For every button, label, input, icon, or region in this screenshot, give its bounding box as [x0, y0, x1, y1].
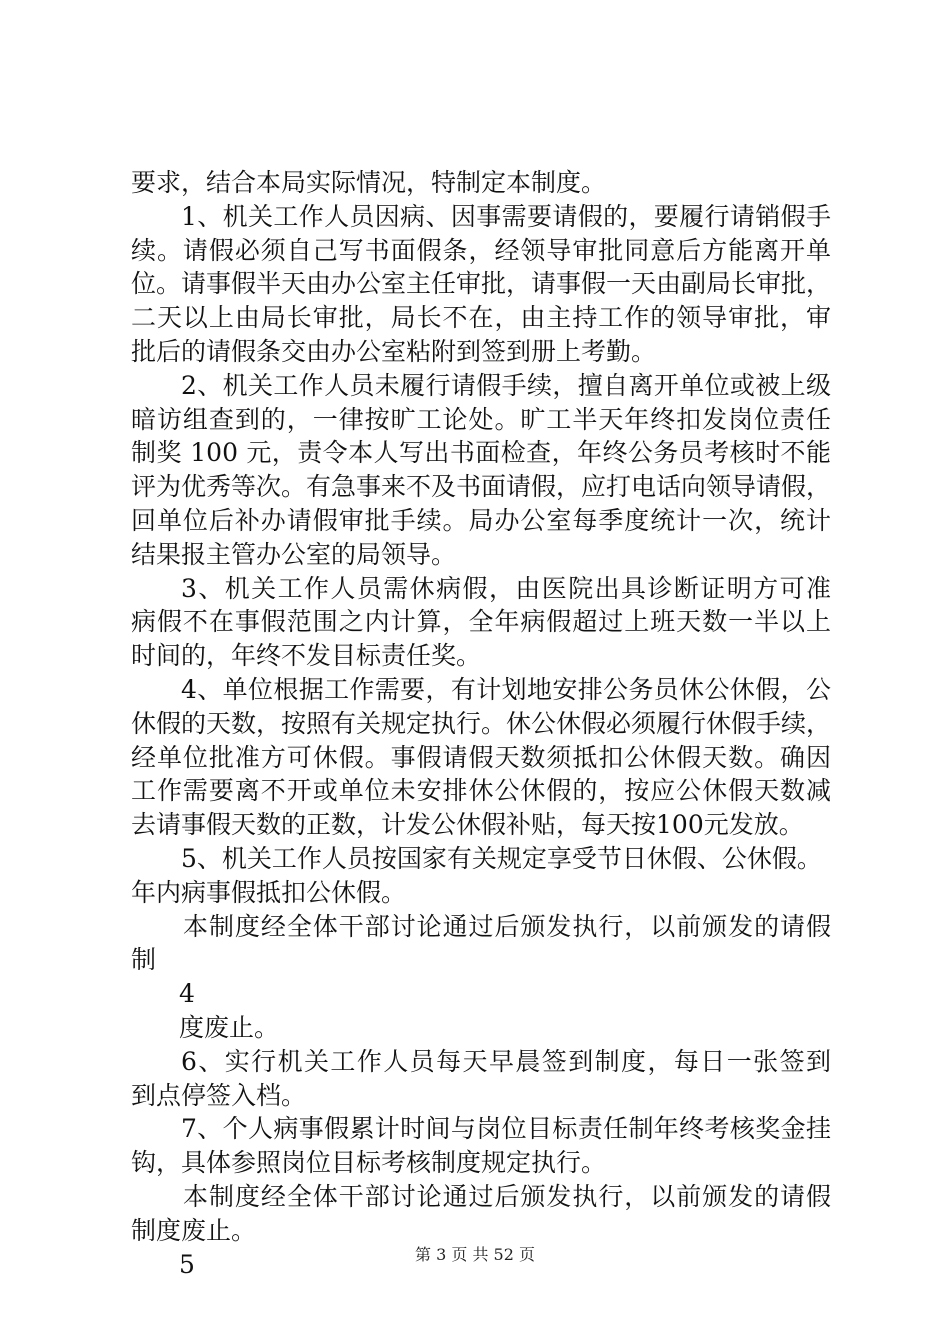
- paragraph-3-line: 病假不在事假范围之内计算，全年病假超过上班天数一半以上: [131, 607, 831, 637]
- paragraph-5-line: 5、机关工作人员按国家有关规定享受节日休假、公休假。: [181, 843, 822, 873]
- paragraph-5-line: 年内病事假抵扣公休假。: [131, 877, 407, 907]
- closing-paragraph-line: 本制度经全体干部讨论通过后颁发执行，以前颁发的请假: [183, 911, 831, 941]
- paragraph-6-line: 6、实行机关工作人员每天早晨签到制度，每日一张签到: [181, 1046, 831, 1076]
- paragraph-1-line: 续。请假必须自己写书面假条，经领导审批同意后方能离开单: [131, 235, 831, 265]
- document-body: [131, 166, 831, 1281]
- paragraph-6-line: 到点停签入档。: [131, 1080, 307, 1110]
- paragraph-2-line: 回单位后补办请假审批手续。局办公室每季度统计一次，统计: [131, 505, 831, 535]
- closing-paragraph-line: 制度废止。: [131, 1215, 257, 1245]
- page-footer: 第 3 页 共 52 页: [415, 1245, 535, 1264]
- paragraph-4-line: 工作需要离不开或单位未安排休公休假的，按应公休假天数减: [131, 776, 831, 806]
- paragraph-4-line: 4、单位根据工作需要，有计划地安排公务员休公休假，公: [181, 674, 831, 704]
- closing-paragraph-line: 度废止。: [179, 1012, 280, 1042]
- paragraph-2-line: 2、机关工作人员未履行请假手续，擅自离开单位或被上级: [181, 370, 831, 400]
- paragraph-7-line: 7、个人病事假累计时间与岗位目标责任制年终考核奖金挂: [181, 1114, 831, 1144]
- paragraph-2-line: 暗访组查到的，一律按旷工论处。旷工半天年终扣发岗位责任: [131, 404, 831, 434]
- paragraph-4-line: 经单位批准方可休假。事假请假天数须抵扣公休假天数。确因: [131, 742, 831, 772]
- section-number: 5: [179, 1249, 195, 1279]
- closing-paragraph-line: 本制度经全体干部讨论通过后颁发执行，以前颁发的请假: [183, 1181, 831, 1211]
- paragraph-3-line: 时间的，年终不发目标责任奖。: [131, 641, 482, 671]
- text-line: 要求，结合本局实际情况，特制定本制度。: [131, 168, 607, 197]
- paragraph-1-line: 位。请事假半天由办公室主任审批，请事假一天由副局长审批，: [131, 269, 831, 299]
- closing-paragraph-line: 制: [131, 945, 157, 975]
- paragraph-4-line: 去请事假天数的正数，计发公休假补贴，每天按100元发放。: [131, 810, 804, 840]
- paragraph-4-line: 休假的天数，按照有关规定执行。休公休假必须履行休假手续，: [131, 708, 831, 738]
- paragraph-1-line: 1、机关工作人员因病、因事需要请假的，要履行请销假手: [181, 201, 831, 231]
- section-number: 4: [179, 979, 195, 1009]
- paragraph-2-line: 结果报主管办公室的局领导。: [131, 539, 457, 569]
- paragraph-1-line: 二天以上由局长审批，局长不在，由主持工作的领导审批，审: [131, 303, 831, 333]
- paragraph-1-line: 批后的请假条交由办公室粘附到签到册上考勤。: [131, 336, 657, 366]
- paragraph-3-line: 3、机关工作人员需休病假，由医院出具诊断证明方可准: [181, 573, 831, 603]
- paragraph-2-line: 制奖 100 元，责令本人写出书面检查，年终公务员考核时不能: [131, 438, 831, 468]
- paragraph-7-line: 钩，具体参照岗位目标考核制度规定执行。: [131, 1148, 607, 1178]
- paragraph-2-line: 评为优秀等次。有急事来不及书面请假，应打电话向领导请假，: [131, 472, 831, 502]
